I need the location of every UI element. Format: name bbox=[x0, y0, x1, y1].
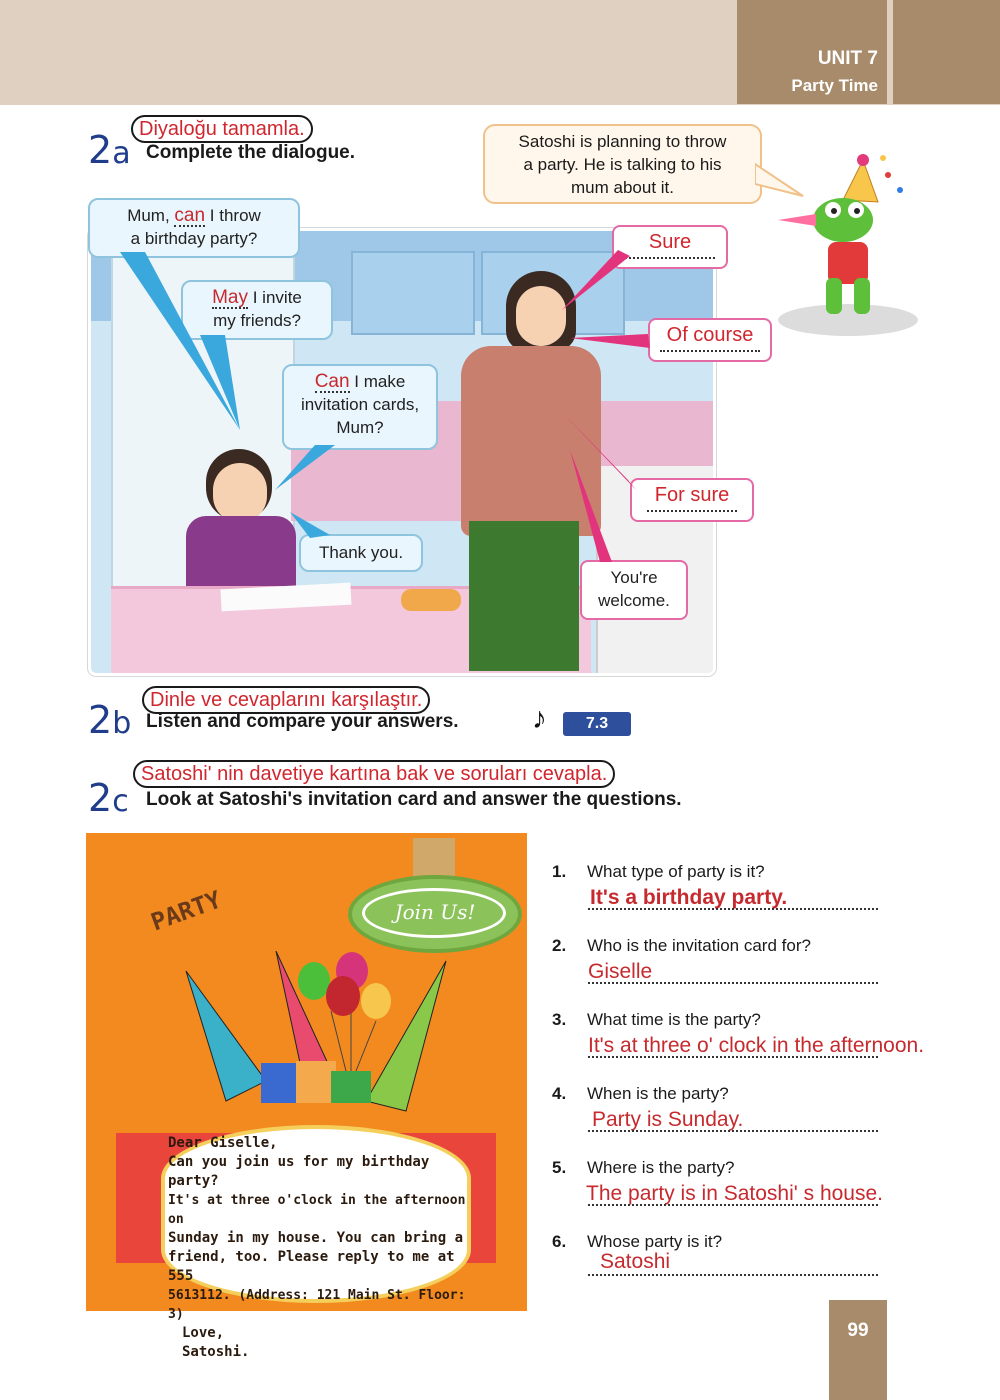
party-label: PARTY bbox=[147, 885, 225, 937]
narration-line: a party. He is talking to his bbox=[523, 155, 722, 174]
mum-bubble-1: Sure bbox=[612, 225, 728, 269]
section-number-2c: 2c bbox=[88, 776, 129, 820]
card-letter: Dear Giselle, Can you join us for my birthday party? It's at three o'clock in the afternoon on Sunday in my house. You can bring a friend, too. Please reply to me at 555 5613112. (Address: 121 Main St. Floor: 3) Love, Satoshi. bbox=[168, 1135, 466, 1360]
join-us-badge: Join Us! bbox=[348, 875, 522, 953]
turkish-instruction-2c: Satoshi' nin davetiye kartına bak ve soruları cevapla. bbox=[133, 760, 615, 788]
unit-title: UNIT 7 bbox=[817, 48, 878, 69]
answer-blank: can bbox=[174, 205, 206, 226]
instruction-2b: Listen and compare your answers. bbox=[146, 711, 459, 732]
mum-bubble-3: For sure bbox=[630, 478, 754, 522]
mum-bubble-2: Of course bbox=[648, 318, 772, 362]
narration-bubble bbox=[483, 124, 762, 204]
section-number-2a: 2a bbox=[88, 128, 131, 172]
narration-line: Satoshi is planning to throw bbox=[518, 132, 727, 151]
question-2: 2. Who is the invitation card for? Giselle bbox=[552, 936, 566, 956]
instruction-2a: Complete the dialogue. bbox=[146, 142, 356, 163]
question-4: 4. When is the party? Party is Sunday. bbox=[552, 1084, 566, 1104]
turkish-instruction-2b: Dinle ve cevaplarını karşılaştır. bbox=[142, 686, 430, 714]
turkish-instruction-2a: Diyaloğu tamamla. bbox=[131, 115, 313, 143]
answer-blank: Can bbox=[314, 371, 350, 392]
question-3: 3. What time is the party? It's at three o' clock in the afternoon. bbox=[552, 1010, 925, 1057]
mum-bubble-4: You're welcome. bbox=[580, 560, 688, 620]
unit-subtitle: Party Time bbox=[791, 76, 878, 95]
instruction-2c: Look at Satoshi's invitation card and answer the questions. bbox=[146, 789, 682, 810]
question-1: 1. What type of party is it? It's a birthday party. bbox=[552, 862, 566, 882]
boy-bubble-3: Can I make invitation cards, Mum? bbox=[282, 364, 438, 450]
frog-mascot-illustration bbox=[768, 150, 918, 340]
boy-bubble-4: Thank you. bbox=[299, 534, 423, 572]
boy-bubble-2: May I invite my friends? bbox=[181, 280, 333, 340]
party-hats-balloons-illustration bbox=[166, 951, 466, 1121]
boy-bubble-1: Mum, can I throw a birthday party? bbox=[88, 198, 300, 258]
narration-line: mum about it. bbox=[571, 178, 674, 197]
unit-box-right bbox=[893, 0, 1000, 104]
audio-track-button[interactable]: 7.3 bbox=[563, 712, 631, 736]
question-6: 6. Whose party is it? Satoshi bbox=[552, 1232, 566, 1252]
invitation-card bbox=[86, 833, 527, 1360]
music-note-icon: ♪ bbox=[532, 702, 547, 735]
section-number-2b: 2b bbox=[88, 698, 132, 742]
boy-bubble-tails bbox=[100, 250, 360, 540]
mum-bubble-tails bbox=[540, 250, 660, 570]
page-number: 99 bbox=[829, 1300, 887, 1400]
question-5: 5. Where is the party? The party is in Satoshi' s house. bbox=[552, 1158, 883, 1205]
answer-blank: May bbox=[212, 287, 249, 308]
